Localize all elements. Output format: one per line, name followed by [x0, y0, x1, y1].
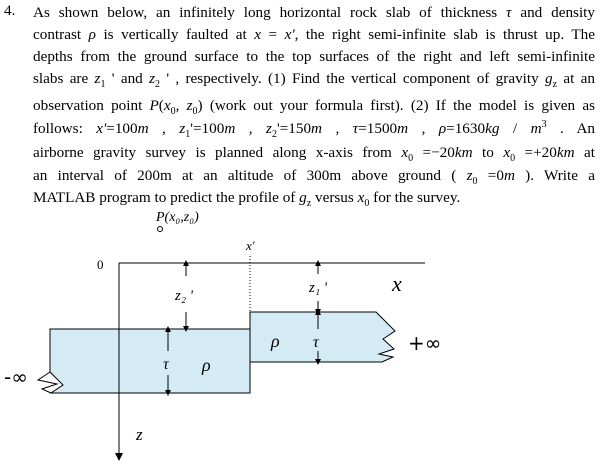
math-symbol: P	[149, 97, 159, 114]
z-axis-label: z	[136, 425, 143, 444]
math-symbol: km	[556, 144, 575, 161]
problem-line	[33, 95, 595, 117]
problem-text-run: ' , respectively. (1) Find the vertical component of gravity	[160, 70, 546, 87]
problem-text-run: =0	[477, 167, 504, 184]
tau-left-label: τ	[163, 356, 169, 373]
observation-point-label: P(x₀,z₀)	[156, 210, 199, 225]
problem-line	[33, 68, 595, 90]
problem-text-run: , the right semi-infinite slab is thrust up. The	[294, 26, 596, 43]
math-symbol: m	[224, 120, 236, 137]
problem-text-run: at	[574, 144, 595, 161]
fault-figure	[0, 205, 606, 468]
math-subscript: 1	[100, 79, 106, 91]
problem-text-run: at an	[557, 70, 595, 87]
math-symbol: m	[530, 120, 542, 137]
math-symbol: z	[266, 120, 272, 137]
problem-text-run: As shown below, an infinitely long horizontal rock slab of thickness	[33, 4, 507, 21]
problem-text-run: . An	[546, 120, 596, 137]
neg-infinity-label: -∞	[4, 365, 28, 389]
rho-left-label: ρ	[202, 355, 211, 375]
observation-point-marker	[158, 227, 163, 232]
math-symbol: x'	[284, 26, 295, 43]
math-subscript: 0	[408, 153, 414, 165]
left-slab	[50, 329, 250, 393]
math-symbol: ρ	[88, 26, 96, 43]
problem-text-run: =1630	[446, 120, 486, 137]
problem-line	[33, 2, 595, 24]
math-symbol: τ	[506, 4, 512, 21]
math-symbol: m	[137, 120, 149, 137]
problem-text-run: ). Write a	[514, 167, 595, 184]
problem-text-run: '=100	[190, 120, 225, 137]
z1-label: z₁ '	[309, 280, 328, 296]
math-subscript: 1	[185, 129, 191, 141]
fault-model-diagram	[0, 205, 606, 468]
math-symbol: x	[503, 144, 511, 161]
problem-text-run: and density	[511, 4, 595, 21]
tau-right-label: τ	[313, 334, 319, 351]
math-symbol: z	[466, 167, 473, 184]
problem-line	[33, 24, 595, 46]
problem-text-run: observation point	[33, 97, 150, 114]
math-symbol: km	[454, 144, 473, 161]
problem-text-run: =1500	[358, 120, 398, 137]
math-symbol: g	[545, 70, 553, 87]
origin-label: 0	[97, 257, 104, 272]
math-subscript: 0	[192, 106, 198, 118]
problem-text-run: ,	[322, 120, 353, 137]
problem-line	[33, 46, 595, 68]
math-symbol: τ	[352, 120, 359, 137]
math-subscript: 0	[472, 176, 478, 188]
math-subscript: 0	[510, 153, 516, 165]
math-symbol: z	[149, 70, 156, 87]
math-symbol: x	[163, 97, 171, 114]
z2-label: z₂ '	[175, 288, 194, 304]
pos-infinity-label: +∞	[408, 331, 442, 355]
problem-text-run: slabs are	[33, 70, 95, 87]
problem-text-run: to	[472, 144, 504, 161]
problem-text-run: ,	[235, 120, 267, 137]
problem-text-run: '=150	[276, 120, 312, 137]
math-symbol: z	[186, 97, 193, 114]
problem-text-run: ,	[148, 120, 180, 137]
math-subscript: z	[306, 198, 312, 210]
math-subscript: 2	[155, 79, 161, 91]
math-symbol: m	[397, 120, 409, 137]
problem-number: 4.	[4, 2, 16, 19]
math-symbol: z	[94, 70, 101, 87]
x-axis-label: x	[392, 271, 402, 296]
math-symbol: z	[179, 120, 186, 137]
math-subscript: 0	[170, 106, 176, 118]
math-symbol: x	[401, 144, 409, 161]
problem-text-run: contrast	[33, 26, 89, 43]
math-symbol: g	[299, 189, 307, 206]
math-subscript: 0	[364, 198, 370, 210]
problem-text-run: ,	[408, 120, 439, 137]
problem-text-run: =−20	[413, 144, 455, 161]
math-superscript: 3	[541, 118, 547, 130]
problem-line	[33, 118, 595, 140]
problem-text-run: ) (work out your formula first). (2) If the model is given as	[197, 97, 595, 114]
rho-right-label: ρ	[271, 331, 280, 351]
problem-text-run: =+20	[515, 144, 557, 161]
math-symbol: x	[254, 26, 261, 43]
problem-text-run: (	[158, 97, 164, 114]
problem-text-run: /	[499, 120, 531, 137]
problem-text-run: airborne gravity survey is planned along x-axis from	[33, 144, 402, 161]
math-subscript: 2	[271, 129, 277, 141]
problem-line	[33, 165, 595, 187]
problem-text-run: MATLAB program to predict the profile of	[33, 189, 300, 206]
math-symbol: x	[357, 189, 365, 206]
math-subscript: z	[552, 79, 558, 91]
math-symbol: kg	[485, 120, 500, 137]
problem-text-run: =	[260, 26, 285, 43]
problem-text-run: an interval of 200m at an altitude of 300m above ground (	[33, 167, 467, 184]
problem-text-run: =100	[106, 120, 138, 137]
problem-text-run: for the survey.	[369, 189, 461, 206]
problem-text-run: is vertically faulted at	[95, 26, 255, 43]
x-prime-label: x'	[246, 238, 255, 253]
problem-statement	[0, 0, 606, 210]
problem-text-run: follows:	[33, 120, 97, 137]
problem-line	[33, 142, 595, 164]
problem-text-run: ' and	[105, 70, 150, 87]
math-symbol: m	[311, 120, 323, 137]
math-symbol: x'	[96, 120, 107, 137]
problem-text-run: ,	[175, 97, 187, 114]
math-symbol: m	[503, 167, 515, 184]
problem-text-run: depths from the ground surface to the top surfaces of the right and left semi-infinite	[33, 48, 595, 65]
math-symbol: ρ	[438, 120, 447, 137]
problem-text-run: versus	[311, 189, 358, 206]
